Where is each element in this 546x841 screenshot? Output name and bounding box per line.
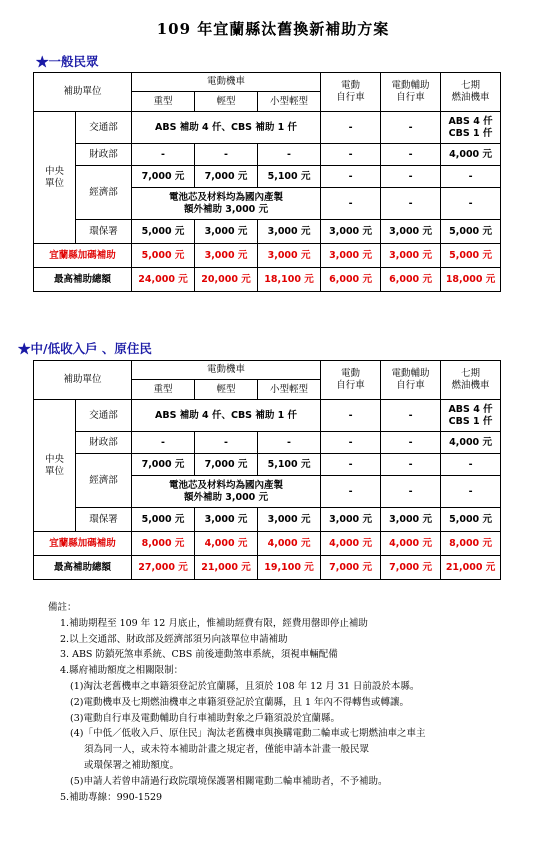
fin-heavy: -: [132, 432, 195, 454]
fin-seventh: 4,000 元: [441, 432, 501, 454]
fin-light: -: [195, 144, 258, 166]
epa-heavy: 5,000 元: [132, 220, 195, 244]
fin-heavy: -: [132, 144, 195, 166]
header-eassist: 電動輔助 自行車: [381, 361, 441, 400]
max-eassist: 7,000 元: [381, 556, 441, 580]
central-unit-label: 中央 單位: [34, 400, 76, 532]
eco-seventh: -: [441, 166, 501, 188]
max-light: 20,000 元: [195, 268, 258, 292]
yilan-seventh: 5,000 元: [441, 244, 501, 268]
max-seventh: 21,000 元: [441, 556, 501, 580]
epa-heavy: 5,000 元: [132, 508, 195, 532]
header-light: 輕型: [195, 380, 258, 400]
max-small: 19,100 元: [258, 556, 321, 580]
header-unit: 補助單位: [34, 361, 132, 400]
header-seventh: 七期 燃油機車: [441, 73, 501, 112]
yilan-eassist: 4,000 元: [381, 532, 441, 556]
max-eassist: 6,000 元: [381, 268, 441, 292]
eco-light: 7,000 元: [195, 166, 258, 188]
yilan-light: 4,000 元: [195, 532, 258, 556]
note-item: 5.補助專線：990-1529: [60, 791, 163, 803]
yilan-light: 3,000 元: [195, 244, 258, 268]
header-seventh: 七期 燃油機車: [441, 361, 501, 400]
dept-eco: 經濟部: [76, 454, 132, 508]
epa-small: 3,000 元: [258, 508, 321, 532]
section-heading-general: ★一般民眾: [36, 54, 99, 69]
moto-ebike: -: [321, 400, 381, 432]
dept-fin: 財政部: [76, 432, 132, 454]
table-row: [34, 144, 501, 166]
table-row-yilan: [34, 532, 501, 556]
yilan-heavy: 5,000 元: [132, 244, 195, 268]
fin-eassist: -: [381, 144, 441, 166]
epa-light: 3,000 元: [195, 220, 258, 244]
note-subitem: (5)申請人若曾申請過行政院環境保護署相關電動二輪車補助者，不予補助。: [70, 775, 388, 787]
header-ebike: 電動 自行車: [321, 73, 381, 112]
eco2-seventh: -: [441, 476, 501, 508]
note-subitem-cont: 或環保署之補助額度。: [84, 759, 180, 771]
dept-epa: 環保署: [76, 508, 132, 532]
epa-eassist: 3,000 元: [381, 220, 441, 244]
note-subitem: (1)淘汰老舊機車之車籍須登記於宜蘭縣，且須於 108 年 12 月 31 日前設於本縣。: [70, 680, 420, 692]
header-e-moto: 電動機車: [132, 73, 321, 92]
fin-small: -: [258, 144, 321, 166]
subsidy-table-low-income: [33, 360, 501, 580]
header-eassist: 電動輔助 自行車: [381, 73, 441, 112]
yilan-label: 宜蘭縣加碼補助: [34, 532, 132, 556]
fin-eassist: -: [381, 432, 441, 454]
eco2-eassist: -: [381, 188, 441, 220]
moto-merged: ABS 補助 4 仟、CBS 補助 1 仟: [132, 400, 321, 432]
eco-eassist: -: [381, 454, 441, 476]
epa-light: 3,000 元: [195, 508, 258, 532]
eco2-ebike: -: [321, 476, 381, 508]
yilan-ebike: 4,000 元: [321, 532, 381, 556]
note-item: 3. ABS 防鎖死煞車系統、CBS 前後連動煞車系統，須視車輛配備: [60, 649, 338, 661]
eco-small: 5,100 元: [258, 454, 321, 476]
note-item: 1.補助期程至 109 年 12 月底止，惟補助經費有限，經費用罄即停止補助: [60, 617, 368, 629]
dept-fin: 財政部: [76, 144, 132, 166]
fin-ebike: -: [321, 144, 381, 166]
moto-ebike: -: [321, 112, 381, 144]
moto-merged: ABS 補助 4 仟、CBS 補助 1 仟: [132, 112, 321, 144]
notes-section: [48, 600, 518, 805]
yilan-heavy: 8,000 元: [132, 532, 195, 556]
epa-seventh: 5,000 元: [441, 220, 501, 244]
table-row-yilan: [34, 244, 501, 268]
eco-seventh: -: [441, 454, 501, 476]
yilan-label: 宜蘭縣加碼補助: [34, 244, 132, 268]
fin-ebike: -: [321, 432, 381, 454]
eco-small: 5,100 元: [258, 166, 321, 188]
table-row: [34, 166, 501, 188]
max-ebike: 7,000 元: [321, 556, 381, 580]
dept-eco: 經濟部: [76, 166, 132, 220]
header-heavy: 重型: [132, 380, 195, 400]
moto-seventh: ABS 4 仟 CBS 1 仟: [441, 400, 501, 432]
note-item: 2.以上交通部、財政部及經濟部須另向該單位申請補助: [60, 633, 288, 645]
eco2-seventh: -: [441, 188, 501, 220]
max-small: 18,100 元: [258, 268, 321, 292]
max-heavy: 27,000 元: [132, 556, 195, 580]
dept-moto: 交通部: [76, 112, 132, 144]
table-row: [34, 112, 501, 144]
dept-moto: 交通部: [76, 400, 132, 432]
yilan-small: 4,000 元: [258, 532, 321, 556]
dept-epa: 環保署: [76, 220, 132, 244]
table-row-max: [34, 556, 501, 580]
max-light: 21,000 元: [195, 556, 258, 580]
note-item: 4.縣府補助額度之相關限制：: [60, 665, 184, 677]
fin-light: -: [195, 432, 258, 454]
header-small: 小型輕型: [258, 380, 321, 400]
max-heavy: 24,000 元: [132, 268, 195, 292]
eco2-eassist: -: [381, 476, 441, 508]
epa-seventh: 5,000 元: [441, 508, 501, 532]
max-label: 最高補助總額: [34, 268, 132, 292]
central-unit-label: 中央 單位: [34, 112, 76, 244]
header-ebike: 電動 自行車: [321, 361, 381, 400]
note-subitem: (3)電動自行車及電動輔助自行車補助對象之戶籍須設於宜蘭縣。: [70, 712, 340, 724]
table-row-max: [34, 268, 501, 292]
moto-seventh: ABS 4 仟 CBS 1 仟: [441, 112, 501, 144]
epa-ebike: 3,000 元: [321, 508, 381, 532]
eco-battery-bonus: 電池芯及材料均為國內產製 額外補助 3,000 元: [132, 476, 321, 508]
moto-eassist: -: [381, 112, 441, 144]
eco-ebike: -: [321, 166, 381, 188]
epa-eassist: 3,000 元: [381, 508, 441, 532]
table-row: [34, 220, 501, 244]
header-light: 輕型: [195, 92, 258, 112]
document-title: 109 年宜蘭縣汰舊換新補助方案: [156, 20, 390, 38]
note-subitem-cont: 須為同一人，或未符本補助計畫之規定者，僅能申請本計畫一般民眾: [84, 744, 370, 756]
eco-battery-bonus: 電池芯及材料均為國內產製 額外補助 3,000 元: [132, 188, 321, 220]
header-small: 小型輕型: [258, 92, 321, 112]
header-e-moto: 電動機車: [132, 361, 321, 380]
note-subitem: (4)「中低／低收入戶、原住民」淘汰老舊機車與換購電動二輪車或七期燃油車之車主: [70, 728, 426, 740]
eco-heavy: 7,000 元: [132, 166, 195, 188]
yilan-ebike: 3,000 元: [321, 244, 381, 268]
epa-ebike: 3,000 元: [321, 220, 381, 244]
fin-small: -: [258, 432, 321, 454]
epa-small: 3,000 元: [258, 220, 321, 244]
max-ebike: 6,000 元: [321, 268, 381, 292]
eco-heavy: 7,000 元: [132, 454, 195, 476]
note-subitem: (2)電動機車及七期燃油機車之車籍須登記於宜蘭縣，且 1 年內不得轉售或轉讓。: [70, 696, 410, 708]
table-row: [34, 400, 501, 432]
eco-ebike: -: [321, 454, 381, 476]
yilan-small: 3,000 元: [258, 244, 321, 268]
fin-seventh: 4,000 元: [441, 144, 501, 166]
yilan-seventh: 8,000 元: [441, 532, 501, 556]
eco-light: 7,000 元: [195, 454, 258, 476]
max-seventh: 18,000 元: [441, 268, 501, 292]
eco2-ebike: -: [321, 188, 381, 220]
notes-heading: 備註：: [48, 602, 77, 613]
subsidy-table-general: [33, 72, 501, 292]
header-unit: 補助單位: [34, 73, 132, 112]
table-row: [34, 508, 501, 532]
moto-eassist: -: [381, 400, 441, 432]
table-row: [34, 454, 501, 476]
header-heavy: 重型: [132, 92, 195, 112]
eco-eassist: -: [381, 166, 441, 188]
max-label: 最高補助總額: [34, 556, 132, 580]
table-row: [34, 432, 501, 454]
yilan-eassist: 3,000 元: [381, 244, 441, 268]
section-heading-low-income: ★中/低收入戶 、原住民: [18, 341, 152, 356]
